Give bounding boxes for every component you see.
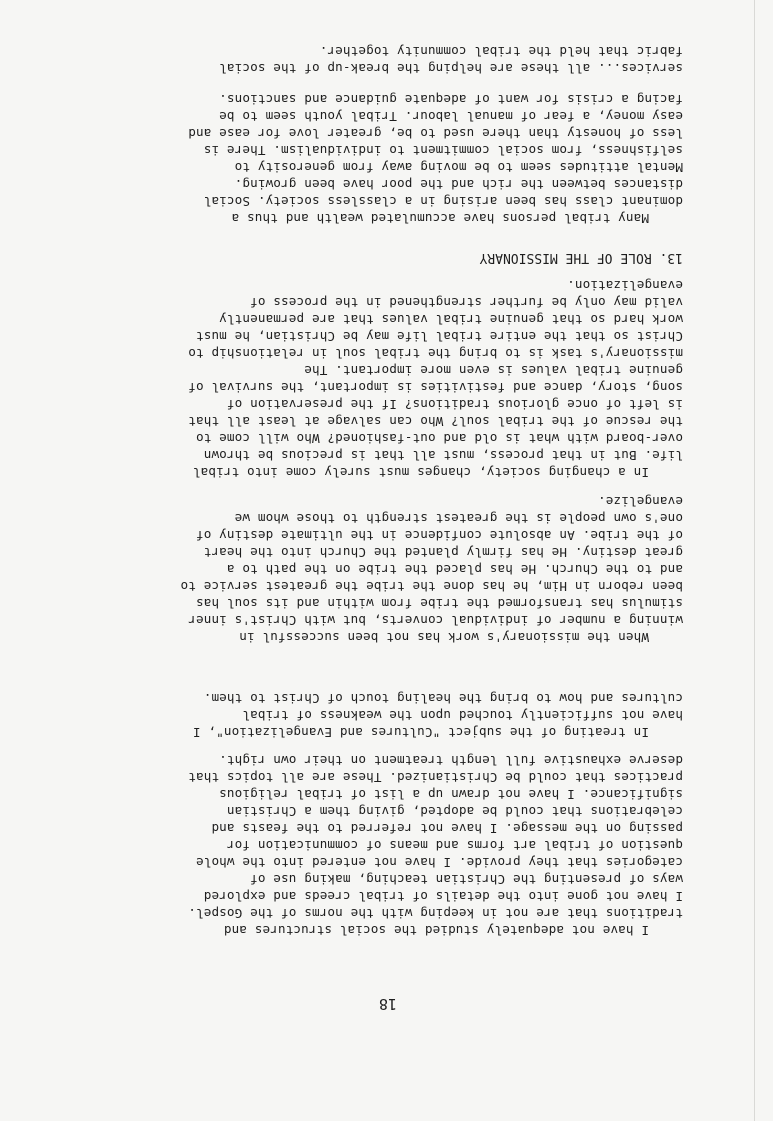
section-heading: 13. ROLE OF THE MISSIONARY: [479, 250, 683, 265]
page-number: 18: [378, 995, 397, 1013]
text-line: stimulus has transformed the tribe from within and its soul has: [195, 596, 683, 611]
text-line: song, story, dance and festivities is important, the survival of: [188, 380, 683, 395]
text-line: dominant class has been arising in a classless society. Social: [203, 194, 683, 209]
text-line: In a changing society, changes must surely come into tribal: [192, 465, 649, 480]
text-line: Christ so that the entire tribal life may be Christian, he must: [195, 329, 683, 344]
text-line: selfishness, from social commitment to individualism. There is: [203, 143, 683, 158]
paragraph-continuation: [47, 43, 683, 77]
text-line: and to the Church. He has placed the tribe on the path to a: [226, 562, 683, 577]
paragraph-tribal-wealth: [47, 91, 683, 227]
text-line: In treating of the subject "Cultures and Evangelization", I: [192, 725, 649, 740]
text-line: fabric that held the tribal community together.: [319, 44, 683, 59]
text-line: traditions that are not in keeping with the norms of the Gospel.: [188, 906, 683, 921]
text-line: Mental attitudes seem to be moving away from generosity to: [234, 160, 683, 175]
scan-edge: [754, 0, 755, 1121]
text-line: When the missionary's work has not been successful in: [239, 630, 649, 645]
text-line: great destiny. He has firmly planted the Church into the heart: [203, 545, 683, 560]
text-line: the rescue of the tribal soul? Who can salvage at least all that: [188, 414, 683, 429]
text-line: passing on the message. I have not referred to the feasts and: [211, 821, 683, 836]
text-line: cultures and how to bring the healing touch of Christ to them.: [203, 691, 683, 706]
text-line: celebrations that could be adopted, giving them a Christian: [226, 804, 683, 819]
text-line: Many tribal persons have accumulated wealth and thus a: [231, 211, 649, 226]
text-line: evangelize.: [597, 494, 683, 509]
text-line: deserve exhaustive full length treatment on their own right.: [219, 753, 683, 768]
text-line: facing a crisis for want of adequate guidance and sanctions.: [219, 92, 683, 107]
text-line: easy money, a fear of manual labour. Tribal youth seem to be: [219, 109, 683, 124]
paragraph-changing-society: [47, 277, 683, 481]
text-line: of the tribe. An absolute confidence in the ultimate destiny of: [195, 528, 683, 543]
text-line: I have not adequately studied the social structures and: [223, 923, 649, 938]
text-line: question of tribal art forms and means of communication for: [226, 838, 683, 853]
text-line: significance. I have not drawn up a list of tribal religious: [219, 787, 683, 802]
text-line: services... all these are helping the break-up of the social: [219, 61, 683, 76]
text-line: practices that could be Christianized. These are all topics that: [188, 770, 683, 785]
text-line: over-board with what is old and out-fashioned? Who will come to: [195, 431, 683, 446]
text-line: one's own people is the greatest strength to those whom we: [234, 511, 683, 526]
paragraph-closing: [47, 752, 683, 939]
text-line: is left of once glorious traditions? If the preservation of: [226, 397, 683, 412]
text-line: ways of presenting the Christian teaching, making use of: [250, 872, 683, 887]
text-line: less of honesty than there used to be, greater love for ease and: [188, 126, 683, 141]
text-line: distances between the rich and the poor have been growing.: [234, 177, 683, 192]
text-line: been reborn in Him, he has done the tribe the greatest service to: [180, 579, 683, 594]
text-line: winning a number of individual converts, but with Christ's inner: [188, 613, 683, 628]
text-line: life. But in that process, must all that is precious be thrown: [203, 448, 683, 463]
paragraph-cultures: [47, 690, 683, 741]
paragraph-success: [47, 493, 683, 646]
text-line: have not sufficiently touched upon the weakness of tribal: [242, 708, 683, 723]
text-line: evangelization.: [567, 278, 683, 293]
text-line: valid may only be further strengthened in the process of: [250, 295, 683, 310]
text-line: missionary's task is to bring the tribal soul in relationship to: [188, 346, 683, 361]
text-line: I have not gone into the details of tribal creeds and explored: [203, 889, 683, 904]
text-line: categories that they provide. I have not entered into the whole: [195, 855, 683, 870]
text-line: genuine tribal values is even more important. The: [304, 363, 683, 378]
text-line: work hard so that genuine tribal values that are permanently: [219, 312, 683, 327]
